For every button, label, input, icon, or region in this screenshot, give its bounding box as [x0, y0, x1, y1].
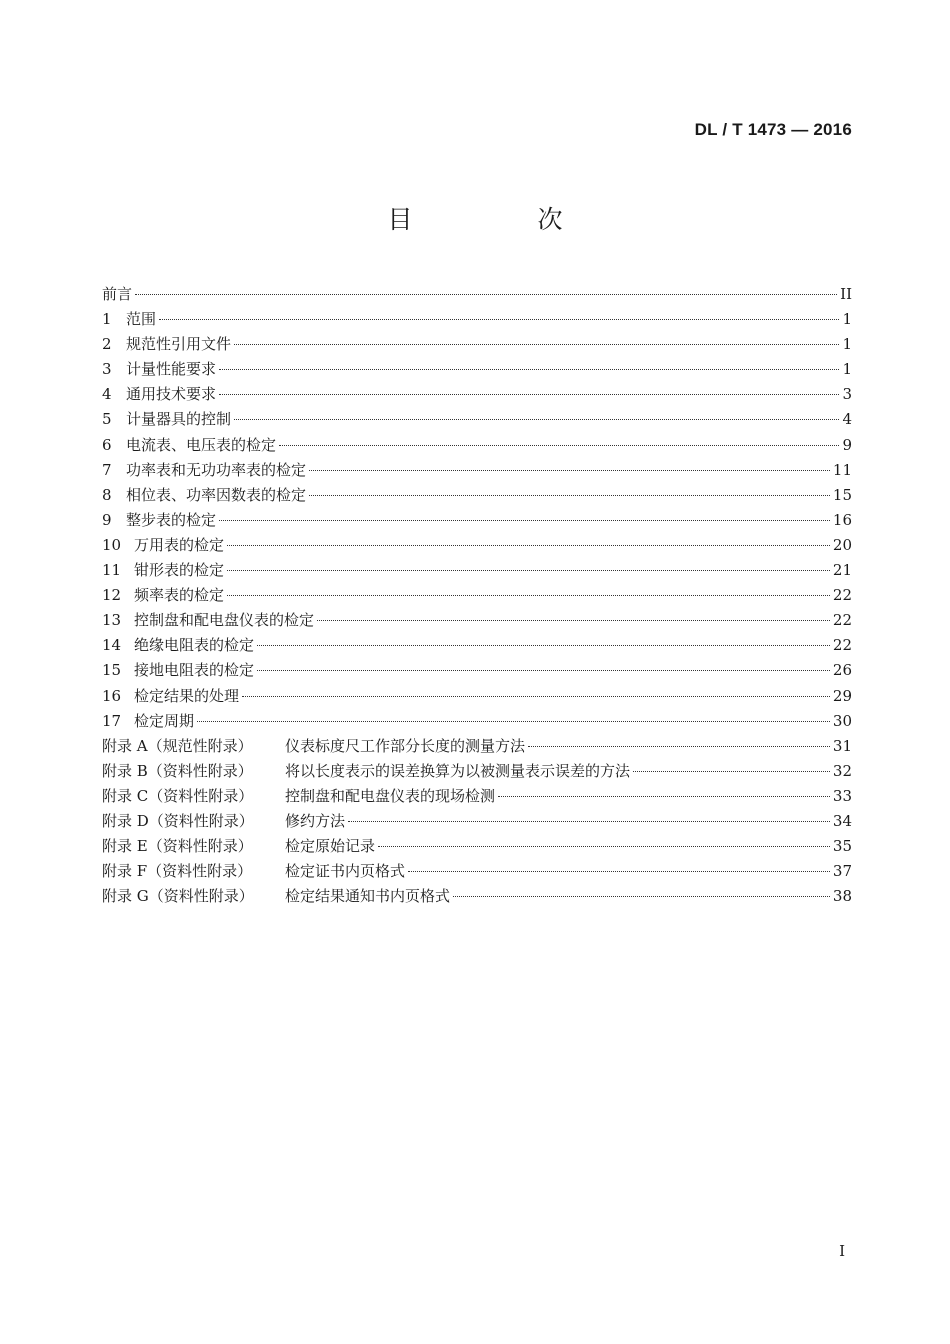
toc-page: 26 [832, 661, 852, 680]
standard-code: DL / T 1473 — 2016 [694, 120, 852, 139]
toc-page: 1 [842, 310, 852, 329]
toc-number: 8 [102, 485, 112, 504]
dot-leader [219, 369, 839, 370]
toc-label: 检定周期 [134, 711, 195, 730]
toc-number: 15 [102, 661, 122, 680]
dot-leader [227, 545, 830, 546]
toc-page: 1 [842, 360, 852, 379]
toc-page: 21 [832, 561, 852, 580]
toc-page: 37 [832, 862, 852, 881]
appendix-label: 附录 F（资料性附录） [102, 862, 253, 881]
toc-number: 12 [102, 586, 122, 605]
toc-entry-15[interactable] [102, 658, 852, 683]
appendix-title: 控制盘和配电盘仪表的现场检测 [285, 786, 496, 805]
toc-number: 16 [102, 686, 122, 705]
toc-page: 3 [842, 385, 852, 404]
appendix-title: 检定证书内页格式 [285, 862, 406, 881]
toc-number: 10 [102, 535, 122, 554]
dot-leader [135, 294, 837, 295]
dot-leader [257, 645, 830, 646]
toc-appendix-d[interactable] [102, 809, 852, 834]
toc-label: 计量器具的控制 [126, 410, 232, 429]
toc-label: 电流表、电压表的检定 [126, 435, 277, 454]
dot-leader [378, 846, 830, 847]
toc-page: 4 [842, 410, 852, 429]
toc-page: 35 [832, 837, 852, 856]
table-of-contents [102, 282, 852, 909]
dot-leader [219, 394, 839, 395]
toc-page: 9 [842, 435, 852, 454]
toc-label: 万用表的检定 [134, 535, 225, 554]
toc-label: 控制盘和配电盘仪表的检定 [134, 611, 315, 630]
dot-leader [453, 896, 830, 897]
toc-page: 16 [832, 510, 852, 529]
appendix-label: 附录 B（资料性附录） [102, 761, 253, 780]
toc-appendix-a[interactable] [102, 734, 852, 759]
toc-entry-11[interactable] [102, 558, 852, 583]
dot-leader [219, 520, 830, 521]
toc-label: 计量性能要求 [126, 360, 217, 379]
toc-entry-10[interactable] [102, 533, 852, 558]
toc-entry-4[interactable] [102, 382, 852, 407]
toc-entry-16[interactable] [102, 684, 852, 709]
appendix-label: 附录 C（资料性附录） [102, 786, 254, 805]
dot-leader [257, 670, 830, 671]
page-title: 目 次 [387, 205, 613, 234]
toc-number: 14 [102, 636, 122, 655]
toc-page: 1 [842, 335, 852, 354]
toc-page: 33 [832, 786, 852, 805]
toc-page: 34 [832, 811, 852, 830]
toc-page: 38 [832, 887, 852, 906]
dot-leader [348, 821, 830, 822]
toc-label: 钳形表的检定 [134, 561, 225, 580]
appendix-title: 检定结果通知书内页格式 [285, 887, 451, 906]
appendix-label: 附录 G（资料性附录） [102, 887, 254, 906]
dot-leader [242, 696, 830, 697]
toc-page: 22 [832, 636, 852, 655]
dot-leader [498, 796, 830, 797]
dot-leader [528, 746, 830, 747]
toc-appendix-f[interactable] [102, 859, 852, 884]
toc-page: 29 [832, 686, 852, 705]
appendix-title: 仪表标度尺工作部分长度的测量方法 [285, 736, 526, 755]
toc-page: 32 [832, 761, 852, 780]
toc-label: 相位表、功率因数表的检定 [126, 485, 307, 504]
toc-entry-7[interactable] [102, 458, 852, 483]
toc-appendix-g[interactable] [102, 884, 852, 909]
toc-label: 整步表的检定 [126, 510, 217, 529]
toc-number: 5 [102, 410, 112, 429]
toc-page: 11 [832, 460, 852, 479]
appendix-label: 附录 E（资料性附录） [102, 837, 253, 856]
dot-leader [309, 470, 830, 471]
toc-page: 22 [832, 586, 852, 605]
toc-number: 1 [102, 310, 112, 329]
page-number: I [839, 1242, 845, 1260]
dot-leader [159, 319, 839, 320]
toc-page: 15 [832, 485, 852, 504]
appendix-label: 附录 D（资料性附录） [102, 811, 254, 830]
toc-entry-14[interactable] [102, 633, 852, 658]
toc-number: 17 [102, 711, 122, 730]
appendix-title: 修约方法 [285, 811, 346, 830]
toc-label: 前言 [102, 285, 133, 303]
toc-label: 功率表和无功功率表的检定 [126, 460, 307, 479]
toc-number: 3 [102, 360, 112, 379]
toc-label: 范围 [126, 310, 157, 329]
toc-number: 2 [102, 335, 112, 354]
toc-label: 检定结果的处理 [134, 686, 240, 705]
dot-leader [197, 721, 830, 722]
toc-entry-1[interactable] [102, 307, 852, 332]
toc-entry-5[interactable] [102, 407, 852, 432]
dot-leader [633, 771, 830, 772]
toc-label: 绝缘电阻表的检定 [134, 636, 255, 655]
toc-page: II [840, 285, 852, 303]
toc-label: 通用技术要求 [126, 385, 217, 404]
toc-label: 接地电阻表的检定 [134, 661, 255, 680]
toc-entry-6[interactable] [102, 433, 852, 458]
toc-label: 频率表的检定 [134, 586, 225, 605]
dot-leader [227, 570, 830, 571]
dot-leader [234, 419, 839, 420]
dot-leader [309, 495, 830, 496]
toc-page: 31 [832, 736, 852, 755]
toc-number: 11 [102, 561, 122, 580]
toc-entry-3[interactable] [102, 357, 852, 382]
toc-entry-9[interactable] [102, 508, 852, 533]
toc-number: 13 [102, 611, 122, 630]
dot-leader [234, 344, 839, 345]
toc-entry-17[interactable] [102, 709, 852, 734]
dot-leader [408, 871, 830, 872]
toc-page: 20 [832, 535, 852, 554]
toc-number: 9 [102, 510, 112, 529]
toc-number: 6 [102, 435, 112, 454]
toc-number: 7 [102, 460, 112, 479]
toc-appendix-e[interactable] [102, 834, 852, 859]
toc-appendix-b[interactable] [102, 759, 852, 784]
toc-page: 22 [832, 611, 852, 630]
toc-page: 30 [832, 711, 852, 730]
toc-number: 4 [102, 385, 112, 404]
toc-entry-preface[interactable] [102, 282, 852, 307]
toc-entry-8[interactable] [102, 483, 852, 508]
toc-entry-2[interactable] [102, 332, 852, 357]
appendix-label: 附录 A（规范性附录） [102, 736, 253, 755]
toc-entry-12[interactable] [102, 583, 852, 608]
toc-appendix-c[interactable] [102, 784, 852, 809]
dot-leader [227, 595, 830, 596]
appendix-title: 将以长度表示的误差换算为以被测量表示误差的方法 [285, 761, 631, 780]
dot-leader [279, 445, 839, 446]
appendix-title: 检定原始记录 [285, 837, 376, 856]
dot-leader [317, 620, 830, 621]
toc-entry-13[interactable] [102, 608, 852, 633]
toc-label: 规范性引用文件 [126, 335, 232, 354]
